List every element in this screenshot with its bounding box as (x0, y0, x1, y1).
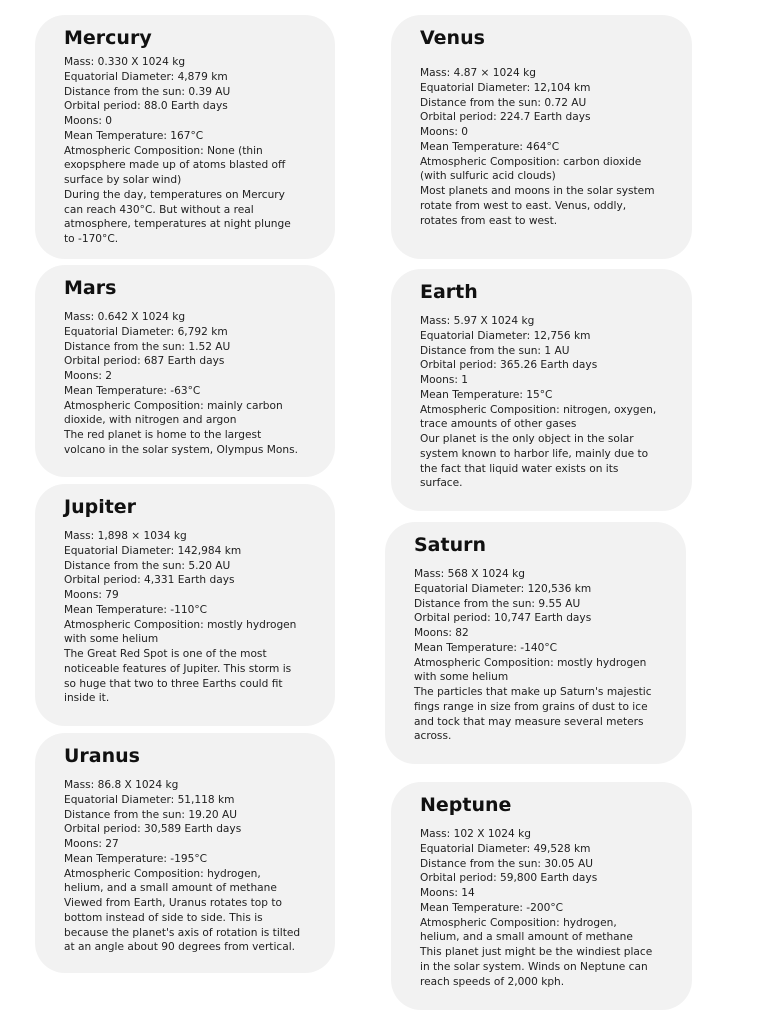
fact-line: rotates from east to west. (420, 214, 558, 227)
fact-line: Mean Temperature: 15°C (420, 388, 553, 401)
planet-name: Neptune (420, 794, 512, 816)
planet-facts (420, 314, 678, 491)
fact-line: Orbital period: 4,331 Earth days (64, 574, 235, 587)
planet-name: Jupiter (64, 496, 137, 518)
fact-line: Atmospheric Composition: mostly hydrogen (414, 656, 647, 669)
planet-card-mars (35, 265, 335, 477)
fact-line: (with sulfuric acid clouds) (420, 170, 556, 183)
fact-line: Atmospheric Composition: nitrogen, oxygen, (420, 403, 657, 416)
fact-line: Distance from the sun: 0.39 AU (64, 85, 231, 98)
fact-line: Orbital period: 59,800 Earth days (420, 872, 598, 885)
fact-line: Our planet is the only object in the solar (420, 433, 634, 445)
fact-line: Equatorial Diameter: 49,528 km (420, 842, 591, 855)
planet-facts (420, 827, 678, 989)
fact-line: Distance from the sun: 0.72 AU (420, 96, 587, 109)
fact-line: helium, and a small amount of methane (420, 931, 633, 944)
fact-line: Atmospheric Composition: None (thin (64, 144, 263, 157)
fact-line: Equatorial Diameter: 6,792 km (64, 325, 228, 338)
fact-line: Moons: 14 (420, 887, 475, 899)
fact-line: Moons: 2 (64, 370, 113, 382)
planet-name: Mars (64, 277, 117, 299)
fact-line: Atmospheric Composition: mostly hydrogen (64, 618, 297, 631)
fact-line: at an angle about 90 degrees from vertical. (64, 941, 296, 954)
fact-line: Atmospheric Composition: carbon dioxide (420, 155, 642, 168)
fact-line: This planet just might be the windiest place (420, 946, 653, 958)
fact-line: volcano in the solar system, Olympus Mons. (64, 443, 298, 456)
fact-line: helium, and a small amount of methane (64, 882, 277, 895)
fact-line: The Great Red Spot is one of the most (64, 648, 267, 660)
fact-line: inside it. (64, 692, 110, 705)
fact-line: The red planet is home to the largest (64, 429, 262, 441)
fact-line: Atmospheric Composition: hydrogen, (420, 916, 617, 929)
fact-line: Equatorial Diameter: 12,756 km (420, 329, 591, 342)
fact-line: noticeable features of Jupiter. This storm is (64, 662, 292, 675)
fact-line: Equatorial Diameter: 4,879 km (64, 70, 228, 83)
fact-line: Viewed from Earth, Uranus rotates top to (64, 897, 282, 909)
fact-line: fings range in size from grains of dust to ice (414, 700, 648, 713)
planet-card-venus (391, 15, 692, 259)
fact-line: in the solar system. Winds on Neptune can (420, 960, 648, 973)
planet-card-saturn (385, 522, 686, 764)
fact-line: Mass: 568 X 1024 kg (414, 568, 526, 580)
fact-line: Distance from the sun: 1.52 AU (64, 340, 231, 353)
fact-line: and tock that may measure several meters (414, 715, 644, 728)
fact-line: Mass: 0.642 X 1024 kg (64, 311, 186, 323)
planet-card-mercury (35, 15, 335, 259)
fact-line: Distance from the sun: 5.20 AU (64, 559, 231, 572)
fact-line: Distance from the sun: 30.05 AU (420, 857, 594, 870)
fact-line: dioxide, with nitrogen and argon (64, 414, 237, 427)
fact-line: Mean Temperature: -63°C (64, 384, 201, 397)
fact-line: Mean Temperature: -140°C (414, 641, 558, 654)
fact-line: Mean Temperature: 464°C (420, 140, 560, 153)
fact-line: surface. (420, 477, 463, 490)
fact-line: Orbital period: 687 Earth days (64, 355, 225, 368)
fact-line: Moons: 82 (414, 627, 469, 639)
planet-name: Uranus (64, 745, 140, 767)
fact-line: Atmospheric Composition: mainly carbon (64, 399, 283, 412)
planet-facts (420, 66, 678, 228)
fact-line: The particles that make up Saturn's majestic (414, 686, 652, 698)
fact-line: Moons: 79 (64, 589, 119, 601)
fact-line: Orbital period: 10,747 Earth days (414, 612, 592, 625)
fact-line: Distance from the sun: 9.55 AU (414, 597, 581, 610)
fact-line: Equatorial Diameter: 12,104 km (420, 81, 591, 94)
fact-line: so huge that two to three Earths could fit (64, 677, 283, 690)
planet-card-jupiter (35, 484, 335, 726)
fact-line: Mean Temperature: 167°C (64, 129, 204, 142)
fact-line: Moons: 0 (64, 115, 113, 127)
fact-line: exopsphere made up of atoms blasted off (64, 159, 286, 172)
fact-line: system known to harbor life, mainly due to (420, 447, 649, 460)
planet-name: Earth (420, 281, 478, 303)
fact-line: trace amounts of other gases (420, 418, 577, 431)
fact-line: Equatorial Diameter: 51,118 km (64, 793, 235, 806)
planet-facts (64, 310, 321, 458)
fact-line: Equatorial Diameter: 142,984 km (64, 544, 242, 557)
fact-line: Moons: 0 (420, 126, 469, 138)
planet-name: Mercury (64, 27, 152, 49)
fact-line: Moons: 27 (64, 838, 119, 850)
fact-line: Mass: 0.330 X 1024 kg (64, 56, 186, 68)
fact-line: can reach 430°C. But without a real (64, 203, 254, 216)
fact-line: Mean Temperature: -200°C (420, 901, 564, 914)
fact-line: Equatorial Diameter: 120,536 km (414, 582, 592, 595)
planet-card-earth (391, 269, 692, 511)
fact-line: Atmospheric Composition: hydrogen, (64, 867, 261, 880)
fact-line: because the planet's axis of rotation is tilted (64, 926, 301, 939)
fact-line: Orbital period: 365.26 Earth days (420, 359, 598, 372)
fact-line: Orbital period: 30,589 Earth days (64, 823, 242, 836)
fact-line: to -170°C. (64, 233, 119, 245)
planet-card-neptune (391, 782, 692, 1010)
fact-line: Orbital period: 88.0 Earth days (64, 100, 228, 113)
fact-line: Orbital period: 224.7 Earth days (420, 111, 591, 124)
planet-facts (64, 529, 321, 706)
planet-facts (414, 567, 672, 744)
fact-line: Most planets and moons in the solar system (420, 185, 655, 197)
fact-line: Mass: 4.87 × 1024 kg (420, 67, 536, 79)
fact-line: atmosphere, temperatures at night plunge (64, 218, 291, 231)
fact-line: reach speeds of 2,000 kph. (420, 975, 565, 988)
fact-line: Mass: 1,898 × 1034 kg (64, 530, 187, 542)
fact-line: the fact that liquid water exists on its (420, 462, 619, 475)
fact-line: rotate from west to east. Venus, oddly, (420, 199, 627, 212)
fact-line: Mean Temperature: -195°C (64, 852, 208, 865)
planet-name: Venus (420, 27, 485, 49)
fact-line: Mass: 102 X 1024 kg (420, 828, 532, 840)
planet-facts (64, 55, 321, 247)
fact-line: across. (414, 730, 452, 743)
fact-line: Distance from the sun: 1 AU (420, 344, 570, 357)
planet-facts (64, 778, 321, 955)
fact-line: Mass: 86.8 X 1024 kg (64, 779, 179, 791)
planet-card-uranus (35, 733, 335, 973)
fact-line: with some helium (64, 633, 159, 646)
fact-line: surface by solar wind) (64, 174, 182, 186)
fact-line: During the day, temperatures on Mercury (64, 188, 285, 201)
fact-line: Mass: 5.97 X 1024 kg (420, 315, 535, 327)
fact-line: bottom instead of side to side. This is (64, 911, 263, 924)
fact-line: Distance from the sun: 19.20 AU (64, 808, 238, 821)
fact-line: Mean Temperature: -110°C (64, 603, 208, 616)
fact-line: Moons: 1 (420, 374, 469, 386)
fact-line: with some helium (414, 671, 509, 684)
planet-name: Saturn (414, 534, 487, 556)
